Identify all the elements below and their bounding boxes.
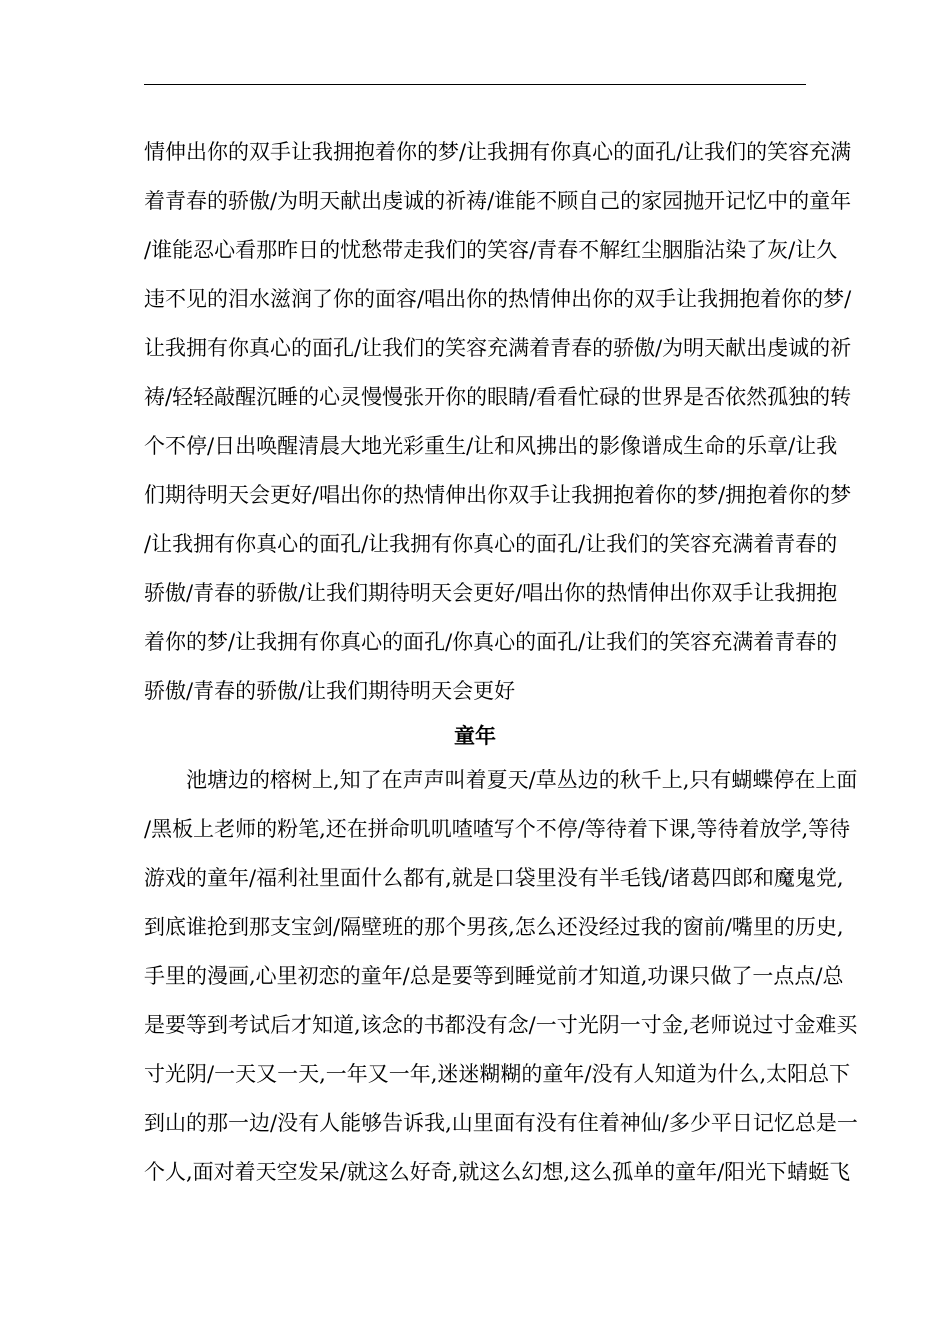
text-line: 游戏的童年/福利社里面什么都有,就是口袋里没有半毛钱/诸葛四郎和魔鬼党, <box>144 866 844 890</box>
text-line: /谁能忍心看那昨日的忧愁带走我们的笑容/青春不解红尘胭脂沾染了灰/让久 <box>144 238 838 262</box>
text-line: 到底谁抢到那支宝剑/隔壁班的那个男孩,怎么还没经过我的窗前/嘴里的历史, <box>144 915 844 939</box>
text-line: 情伸出你的双手让我拥抱着你的梦/让我拥有你真心的面孔/让我们的笑容充满 <box>144 140 852 164</box>
text-line: 个人,面对着天空发呆/就这么好奇,就这么幻想,这么孤单的童年/阳光下蜻蜓飞 <box>144 1160 851 1184</box>
header-rule <box>144 84 806 85</box>
document-body <box>144 128 858 1197</box>
text-line: /让我拥有你真心的面孔/让我拥有你真心的面孔/让我们的笑容充满着青春的 <box>144 532 838 556</box>
text-line: 寸光阴/一天又一天,一年又一年,迷迷糊糊的童年/没有人知道为什么,太阳总下 <box>144 1062 851 1086</box>
text-line: 祷/轻轻敲醒沉睡的心灵慢慢张开你的眼睛/看看忙碌的世界是否依然孤独的转 <box>144 385 852 409</box>
section-title: 童年 <box>454 723 496 748</box>
text-line: 着青春的骄傲/为明天献出虔诚的祈祷/谁能不顾自己的家园抛开记忆中的童年 <box>144 189 852 213</box>
text-line: 违不见的泪水滋润了你的面容/唱出你的热情伸出你的双手让我拥抱着你的梦/ <box>144 287 852 311</box>
lyrics-childhood <box>144 756 858 1197</box>
text-line: 让我拥有你真心的面孔/让我们的笑容充满着青春的骄傲/为明天献出虔诚的祈 <box>144 336 852 360</box>
text-line: /黑板上老师的粉笔,还在拼命叽叽喳喳写个不停/等待着下课,等待着放学,等待 <box>144 817 851 841</box>
text-line: 骄傲/青春的骄傲/让我们期待明天会更好 <box>144 679 516 703</box>
text-line: 着你的梦/让我拥有你真心的面孔/你真心的面孔/让我们的笑容充满着青春的 <box>144 630 838 654</box>
lyrics-continued <box>144 128 852 716</box>
text-line: 们期待明天会更好/唱出你的热情伸出你双手让我拥抱着你的梦/拥抱着你的梦 <box>144 483 852 507</box>
text-line: 是要等到考试后才知道,该念的书都没有念/一寸光阴一寸金,老师说过寸金难买 <box>144 1013 858 1037</box>
text-line: 到山的那一边/没有人能够告诉我,山里面有没有住着神仙/多少平日记忆总是一 <box>144 1111 858 1135</box>
text-line: 个不停/日出唤醒清晨大地光彩重生/让和风拂出的影像谱成生命的乐章/让我 <box>144 434 838 458</box>
text-line: 骄傲/青春的骄傲/让我们期待明天会更好/唱出你的热情伸出你双手让我拥抱 <box>144 581 838 605</box>
text-line: 手里的漫画,心里初恋的童年/总是要等到睡觉前才知道,功课只做了一点点/总 <box>144 964 844 988</box>
text-line: 池塘边的榕树上,知了在声声叫着夏天/草丛边的秋千上,只有蝴蝶停在上面 <box>186 768 858 792</box>
